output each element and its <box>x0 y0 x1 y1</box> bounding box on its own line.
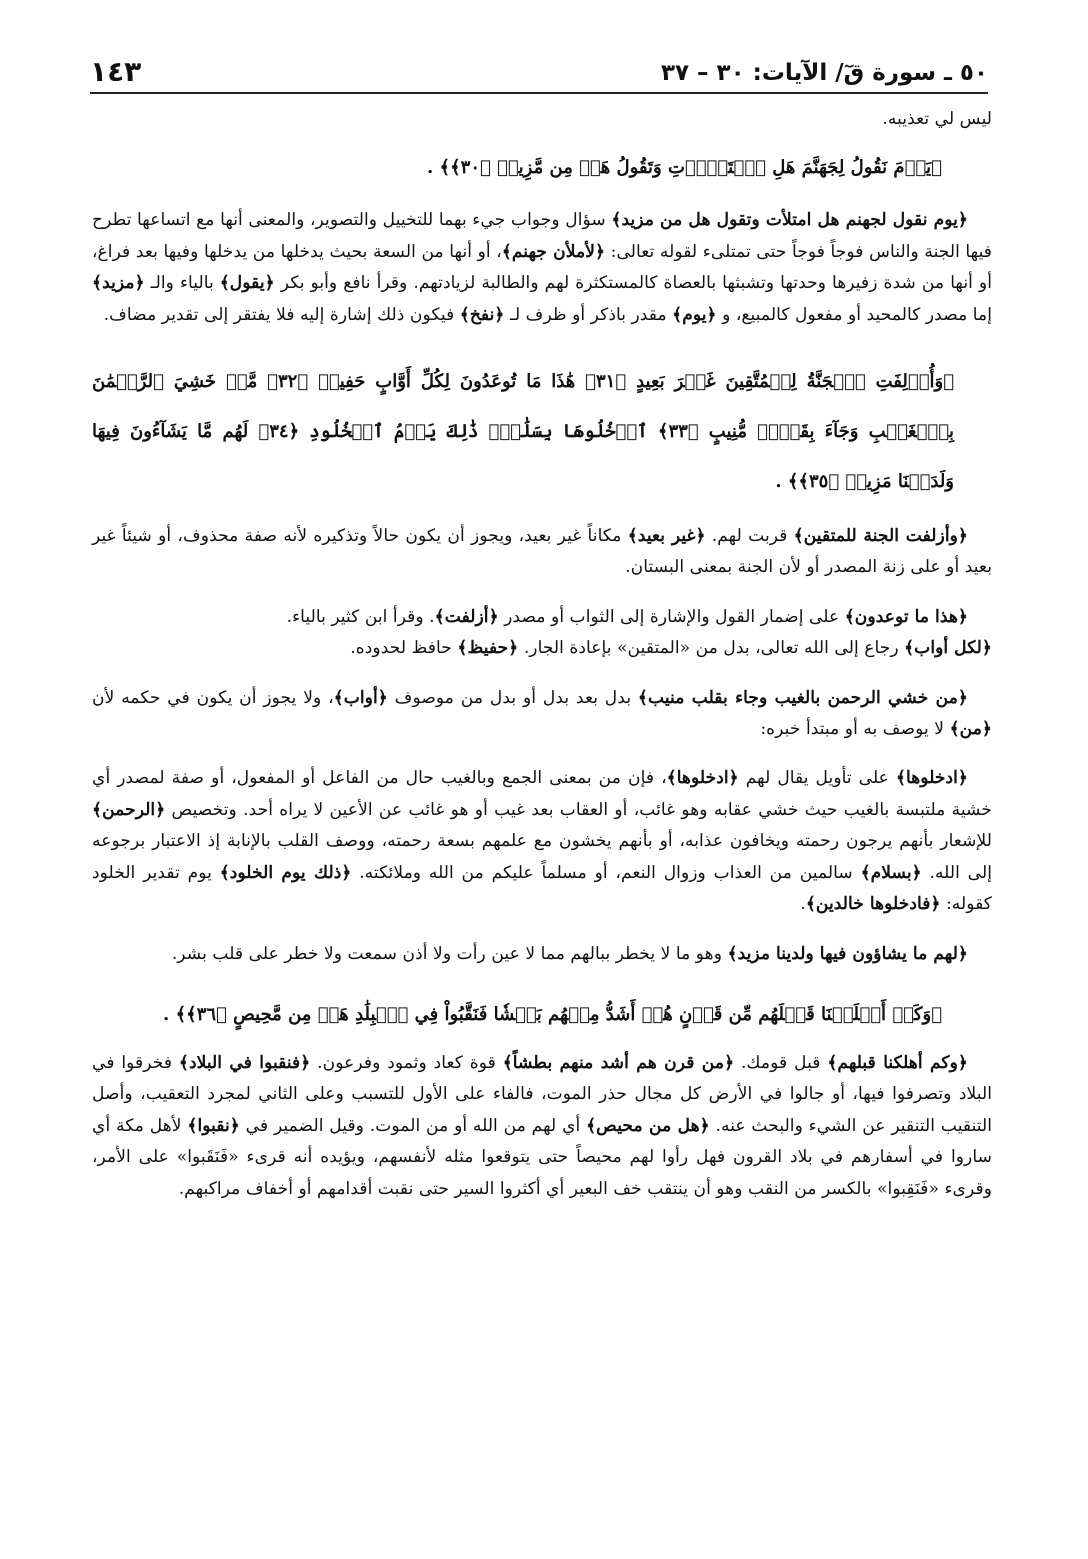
quote: ﴿وأزلفت الجنة للمتقين﴾ <box>793 526 968 547</box>
text: ، فإن من بمعنى الجمع وبالغيب حال من الفاعل أو المفعول، أو صفة لمصدر أي خشية ملتبسة بالغيب حيث خشي عقابه وهو غائب، أو العقاب بعد غيب أو هو غائب عن الأعين لا يراه أحد. وتخصيص <box>92 768 992 820</box>
text: أي لهم من الله أو من الموت. وقيل الضمير في <box>239 1115 587 1136</box>
commentary-paragraph <box>92 521 992 584</box>
text: قبل قومك. <box>734 1052 828 1073</box>
quote: ﴿يوم نقول لجهنم هل امتلأت وتقول هل من مزيد﴾ <box>611 210 969 231</box>
text: حافظ لحدوده. <box>350 638 458 659</box>
quote: ﴿يقول﴾ <box>219 273 275 294</box>
quote: ﴿هذا ما توعدون﴾ <box>844 606 968 627</box>
text: ، أو أنها من السعة بحيث يدخلها من يدخلها وفيها بعد فراغ، أو أنها من شدة زفيرها وحدتها وتشبثها بالعصاة كالمستكثرة لهم والطالبة لزيادتهم. وقرأ نافع وأبو بكر <box>92 241 992 294</box>
commentary-paragraph <box>92 683 992 746</box>
quote: ﴿من قرن هم أشد منهم بطشاً﴾ <box>502 1052 735 1073</box>
quote: ﴿ادخلوها﴾ <box>666 768 739 789</box>
page-body <box>92 104 992 1205</box>
quote: ﴿فنقبوا في البلاد﴾ <box>178 1052 311 1073</box>
text: مكاناً غير بعيد، ويجوز أن يكون حالاً وتذكيره لأنه صفة محذوف، أو شيئاً غير بعيد أو على زنة المصدر أو لأن الجنة بمعنى البستان. <box>92 526 992 578</box>
quote: ﴿مزيد﴾ <box>92 273 145 294</box>
text: يوم تقدير الخلود كقوله: <box>92 862 992 915</box>
quran-verses-31-35: ﴿وَأُزۡلِفَتِ ٱلۡجَنَّةُ لِلۡمُتَّقِينَ غَيۡرَ بَعِيدٍ ﴿٣١﴾ هَٰذَا مَا تُوعَدُونَ لِكُلِّ أَوَّابٍ حَفِيظٖ ﴿٣٢﴾ مَّنۡ خَشِيَ ٱلرَّحۡمَٰنَ بِٱلۡغَيۡبِ وَجَآءَ بِقَلۡبٖ مُّنِيبٍ ﴿٣٣﴾ ٱدۡخُلُوهَا بِسَلَٰمٖۖ ذَٰلِكَ يَوۡمُ ٱلۡخُلُودِ ﴿٣٤﴾ لَهُم مَّا يَشَآءُونَ فِيهَا وَلَدَيۡنَا مَزِيدٞ ﴿٣٥﴾﴾ . <box>92 371 955 493</box>
quote: ﴿لكل أواب﴾ <box>904 638 992 659</box>
text: مقدر باذكر أو ظرف لـ <box>504 304 673 325</box>
text: للإشعار بأنهم يرجون رحمته ويخافون عذابه، أو بأنهم يخشون مع علمهم بسعة رحمته، ووصف القلب بالإنابة إذ الاعتبار برجوعه إلى الله. <box>92 831 992 883</box>
text: لا يوصف به أو مبتدأ خبره: <box>760 719 950 740</box>
commentary-paragraph <box>92 939 992 970</box>
text: قوة كعاد وثمود وفرعون. <box>310 1052 503 1073</box>
text: فيكون ذلك إشارة إليه فلا يفتقر إلى تقدير مضاف. <box>103 304 460 325</box>
text: رجاع إلى الله تعالى، بدل من «المتقين» بإعادة الجار. <box>518 638 905 659</box>
text: لأهل مكة أي ساروا في أسفارهم في بلاد القرون فهل رأوا لهم محيصاً حتى يتوقعوا مثله لأنفسهم، ويؤيده أنه قرىء «فَنَقَبوا» على الأمر، وقرىء «فَنَقِبوا» بالكسر من النقب وهو أن ينتقب خف البعير أي أكثروا السير حتى نقبت أقدامهم أو أخفاف مراكبهم. <box>92 1115 992 1199</box>
quote: ﴿نقبوا﴾ <box>187 1115 240 1136</box>
quote: ﴿غير بعيد﴾ <box>627 526 706 547</box>
text: ، ولا يجوز أن يكون في حكمه لأن <box>92 687 334 708</box>
text: . <box>800 894 806 915</box>
quote: ﴿نفخ﴾ <box>459 304 505 325</box>
commentary-paragraph <box>92 633 992 664</box>
commentary-paragraph <box>92 205 992 331</box>
text: بالياء والـ <box>144 273 220 294</box>
text: سؤال وجواب جيء بهما للتخييل والتصوير، والمعنى أنها مع اتساعها تطرح فيها الجنة والناس فوجاً فوجاً حتى تمتلىء لقوله تعالى: <box>92 210 992 262</box>
text: على إضمار القول والإشارة إلى الثواب أو مصدر <box>498 606 845 627</box>
quran-verse-30: ﴿يَوۡمَ نَقُولُ لِجَهَنَّمَ هَلِ ٱمۡتَلَأۡتِ وَتَقُولُ هَلۡ مِن مَّزِيدٖ ﴿٣٠﴾﴾ . <box>427 157 942 179</box>
quote: ﴿أزلفت﴾ <box>434 606 499 627</box>
quote: ﴿من خشي الرحمن بالغيب وجاء بقلب منيب﴾ <box>637 687 968 708</box>
quote: ﴿هل من محيص﴾ <box>586 1115 710 1136</box>
text: فخرقوا في البلاد وتصرفوا فيها، أو جالوا في الأرض كل مجال حذر الموت، فالفاء على الأول للتسبب وعلى الثاني لمجرد التعقيب، وأصل التنقيب التنقير عن الشيء والبحث عنه. <box>92 1052 992 1136</box>
text: وهو ما لا يخطر ببالهم مما لا عين رأت ولا أذن سمعت ولا خطر على قلب بشر. <box>171 943 728 964</box>
quote: ﴿لهم ما يشاؤون فيها ولدينا مزيد﴾ <box>727 943 968 964</box>
text: قربت لهم. <box>705 526 794 547</box>
text: إما مصدر كالمحيد أو مفعول كالمبيع، و <box>716 304 992 325</box>
continued-line: ليس لي تعذيبه. <box>882 109 992 129</box>
quote: ﴿ادخلوها﴾ <box>895 768 969 789</box>
page-header <box>90 42 988 94</box>
text: سالمين من العذاب وزوال النعم، أو مسلماً عليكم من الله وملائكته. <box>351 862 861 883</box>
quote: ﴿فادخلوها خالدين﴾ <box>805 894 941 915</box>
quote: ﴿ذلك يوم الخلود﴾ <box>219 862 352 883</box>
text: بدل بعد بدل أو بدل من موصوف <box>387 687 638 708</box>
surah-verses-label: ٥٠ ـ سورة قٓ/ الآيات: ٣٠ – ٣٧ <box>660 60 988 86</box>
quote: ﴿بسلام﴾ <box>860 862 922 883</box>
quote: ﴿أواب﴾ <box>333 687 388 708</box>
quote: ﴿لأملأن جهنم﴾ <box>501 241 606 262</box>
text: على تأويل يقال لهم <box>738 768 896 789</box>
quote: ﴿وكم أهلكنا قبلهم﴾ <box>827 1052 968 1073</box>
commentary-paragraph <box>92 763 992 920</box>
text: . وقرأ ابن كثير بالياء. <box>286 606 435 627</box>
quran-verse-36: ﴿وَكَمۡ أَهۡلَكۡنَا قَبۡلَهُم مِّن قَرۡنٍ هُمۡ أَشَدُّ مِنۡهُم بَطۡشٗا فَنَقَّبُواْ فِي ٱلۡبِلَٰدِ هَلۡ مِن مَّحِيصٍ ﴿٣٦﴾﴾ . <box>163 1003 942 1025</box>
quote: ﴿حفيظ﴾ <box>457 638 519 659</box>
page-number: ١٤٣ <box>90 55 142 88</box>
quote: ﴿الرحمن﴾ <box>92 799 166 820</box>
quote: ﴿من﴾ <box>949 719 992 740</box>
commentary-paragraph <box>92 1048 992 1205</box>
quote: ﴿يوم﴾ <box>672 304 717 325</box>
commentary-paragraph <box>92 602 992 633</box>
